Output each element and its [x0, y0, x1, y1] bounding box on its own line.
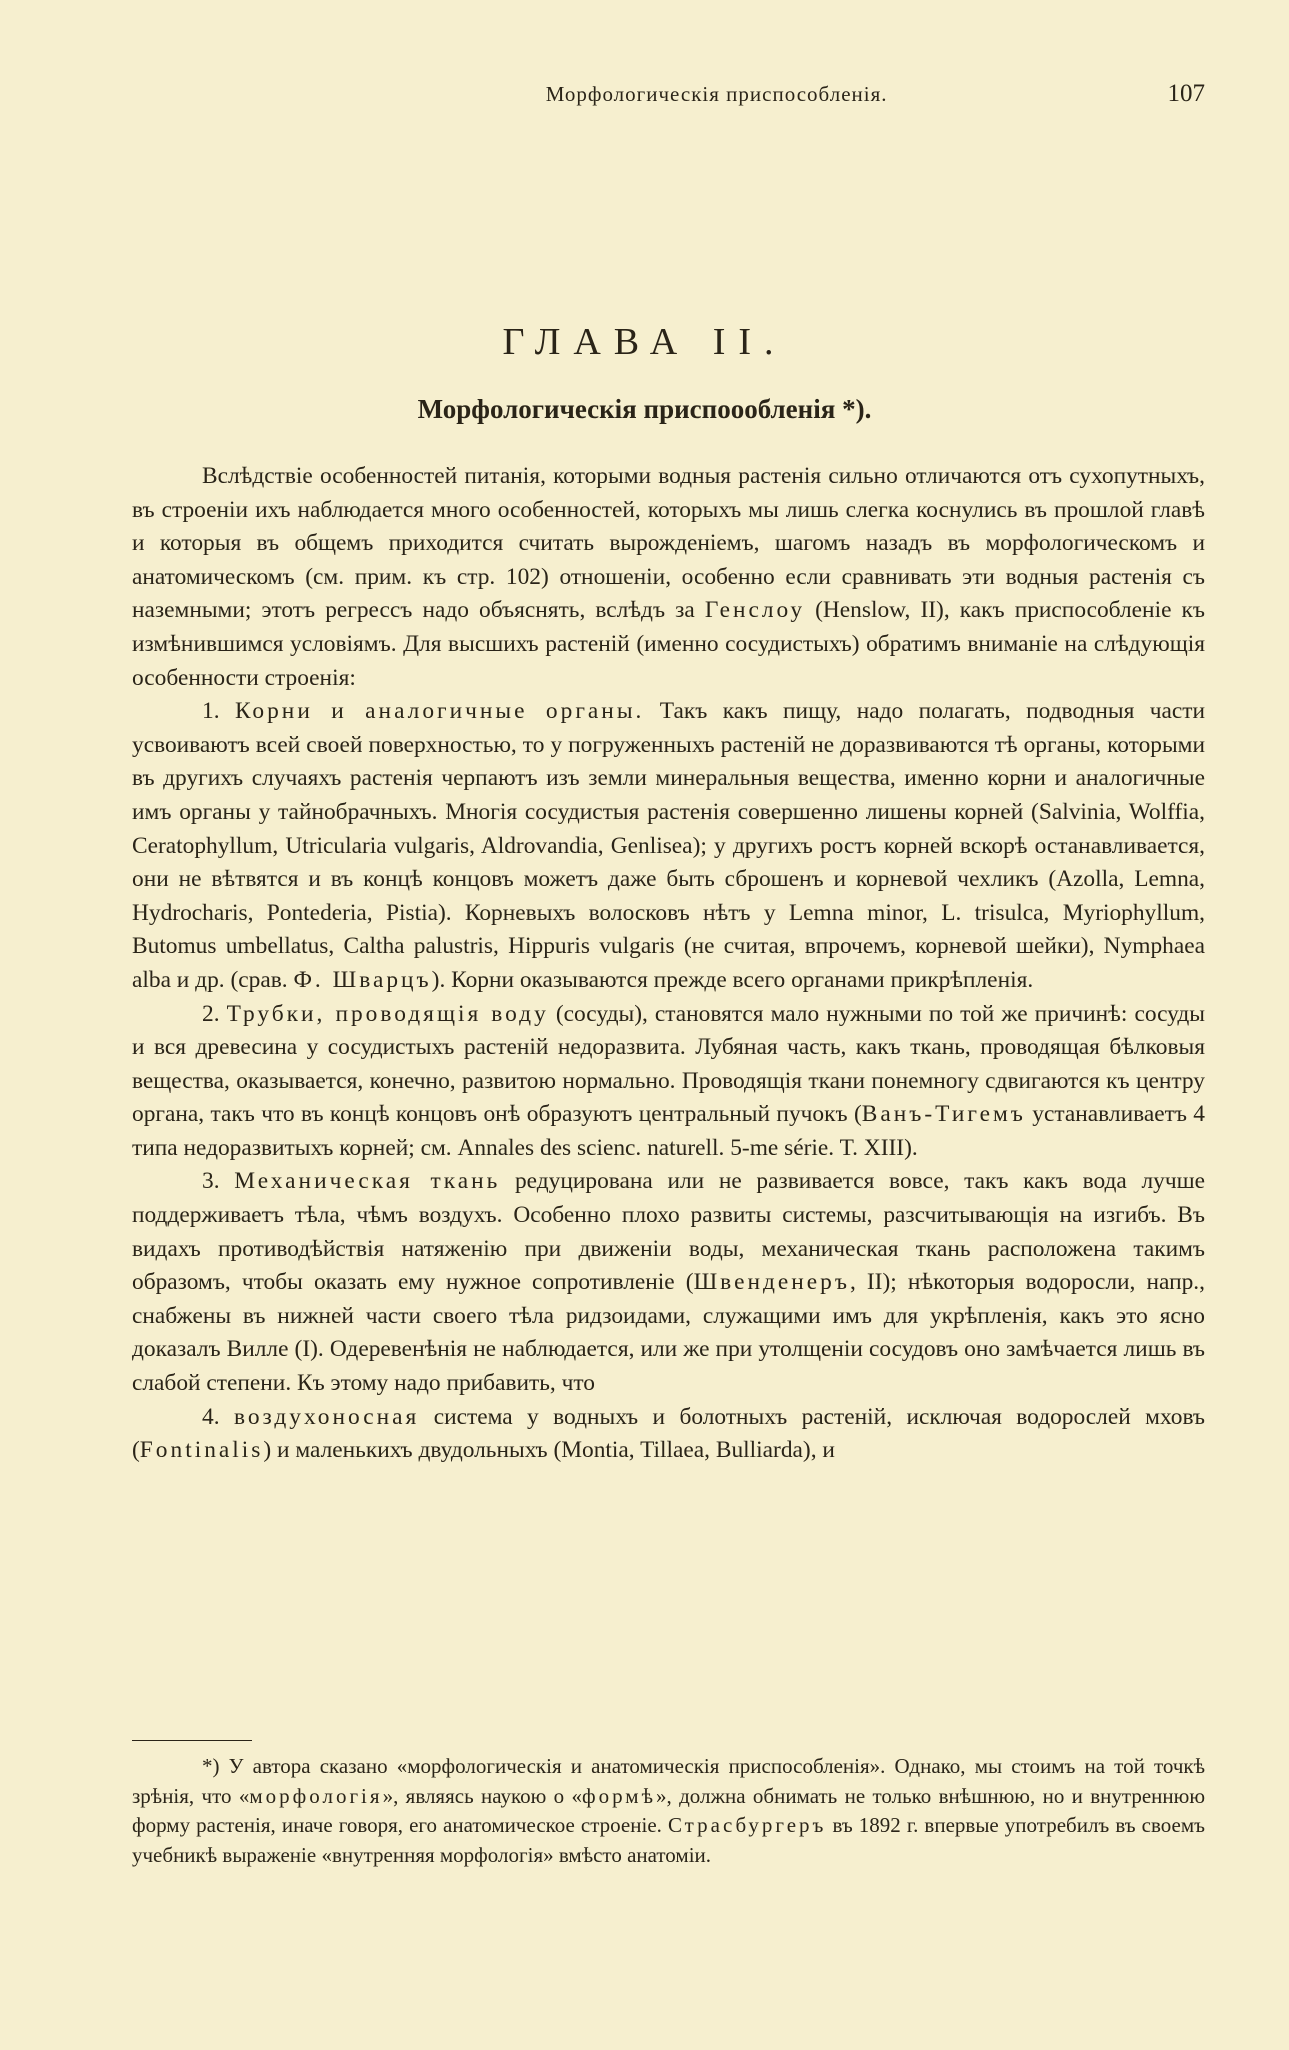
chapter-heading: ГЛАВА II. [502, 321, 787, 363]
author-name: Швенденеръ [693, 1269, 850, 1296]
paragraph-intro: Вслѣдствіе особенностей питанія, которыми водныя растенія сильно отличаются отъ сухопутныхъ, въ строеніи ихъ наблюдается много особенностей, которыхъ мы лишь слегка коснулись въ прошлой главѣ и которыя въ общемъ приходится считать вырожденіемъ, шагомъ назадъ въ морфологическомъ и анатомическомъ (см. прим. къ стр. 102) отношеніи, особенно если сравнивать эти водныя растенія съ наземными; этотъ регрессъ надо объяснять, вслѣдъ за Генслоу (Henslow, II), какъ приспособленіе къ измѣнившимся условіямъ. Для высшихъ растеній (именно сосудистыхъ) обратимъ вниманіе на слѣдующія особенности строенія: [132, 463, 1205, 691]
spaced-term: формѣ [582, 1783, 656, 1808]
author-name: Ф. Шварцъ [293, 966, 432, 993]
footnote-divider [132, 1740, 252, 1741]
section-term: воздухоносная [233, 1403, 420, 1430]
section-term: Корни и аналогичные органы. [234, 698, 645, 725]
paragraph-vessels: 2. Трубки, проводящія воду (сосуды), становятся мало нужными по той же причинѣ: сосуды и вся древесина у сосудистыхъ растеній недоразвита. Лубяная часть, какъ ткань, проводящая бѣлковыя вещества, оказывается, конечно, развитою нормально. Проводящія ткани понемногу сдвигаются къ центру органа, такъ что въ концѣ концовъ онѣ образуютъ центральный пучокъ (Ванъ-Тигемъ устанавливаетъ 4 типа недоразвитыхъ корней; см. Annales des scienc. naturell. 5-me série. T. XIII). [132, 1000, 1206, 1161]
running-head [132, 80, 1205, 114]
spaced-term: морфологія [249, 1783, 383, 1808]
page-number: 107 [1167, 80, 1205, 107]
author-name: Генслоу [704, 597, 806, 624]
author-name: Ванъ-Тигемъ [861, 1101, 1026, 1128]
running-head-title: Морфологическія приспособленія. [545, 82, 888, 106]
genus-name: Fontinalis [139, 1437, 264, 1464]
paragraph-mechanical: 3. Механическая ткань редуцирована или не развивается вовсе, такъ какъ вода лучше поддерживаетъ тѣла, чѣмъ воздухъ. Особенно плохо развиты системы, разсчитывающія на изгибъ. Въ видахъ противодѣйствія натяженію при движеніи воды, механическая ткань расположена такимъ образомъ, чтобы оказать ему нужное сопротивленіе (Швенденеръ, II); нѣкоторыя водоросли, напр., снабжены въ нижней части своего тѣла ридзоидами, служащими имъ для укрѣпленія, какъ это ясно доказалъ Вилле (I). Одеревенѣнія не наблюдается, или же при утолщеніи сосудовъ оно замѣчается лишь въ слабой степени. Къ этому надо прибавить, что [132, 1168, 1206, 1397]
chapter-subtitle: Морфологическія приспоообленія *). [417, 394, 872, 424]
section-term: Трубки, проводящія воду [226, 1000, 549, 1027]
body-text [132, 460, 1205, 1468]
footnote: *) У автора сказано «морфологическія и анатомическія приспособленія». Однако, мы стоимъ на той точкѣ зрѣнія, что «морфологія», являясь наукою о «формѣ», должна обнимать не только внѣшнюю, но и внутреннюю форму растенія, иначе говоря, его анатомическое строеніе. Страсбургеръ въ 1892 г. впервые употребилъ въ своемъ учебникѣ выраженіе «внутренняя морфологія» вмѣсто анатоміи. [132, 1754, 1206, 1867]
section-term: Механическая ткань [234, 1168, 501, 1195]
paragraph-air-system: 4. воздухоносная система у водныхъ и болотныхъ растеній, исключая водорослей мховъ (Fontinalis) и маленькихъ двудольныхъ (Montia, Tillaea, Bulliarda), и [132, 1403, 1206, 1464]
paragraph-roots: 1. Корни и аналогичные органы. Такъ какъ пищу, надо полагать, подводныя части усвоиваютъ всей своей поверхностью, то у погруженныхъ растеній не доразвиваются тѣ органы, которыми въ другихъ случаяхъ растенія черпаютъ изъ земли минеральныя вещества, именно корни и аналогичные имъ органы у тайнобрачныхъ. Многія сосудистыя растенія совершенно лишены корней (Salvinia, Wolffia, Ceratophyllum, Utricularia vulgaris, Aldrovandia, Genlisea); у другихъ ростъ корней вскорѣ останавливается, они не вѣтвятся и въ концѣ концовъ можетъ даже быть сброшенъ и корневой чехликъ (Azolla, Lemna, Hydrocharis, Pontederia, Pistia). Корневыхъ волосковъ нѣтъ у Lemna minor, L. trisulca, Myriophyllum, Butomus umbellatus, Caltha palustris, Hippuris vulgaris (не считая, впрочемъ, корневой шейки), Nymphaea alba и др. (срав. Ф. Шварцъ). Корни оказываются прежде всего органами прикрѣпленія. [132, 698, 1206, 993]
author-name: Страсбургеръ [667, 1813, 827, 1838]
